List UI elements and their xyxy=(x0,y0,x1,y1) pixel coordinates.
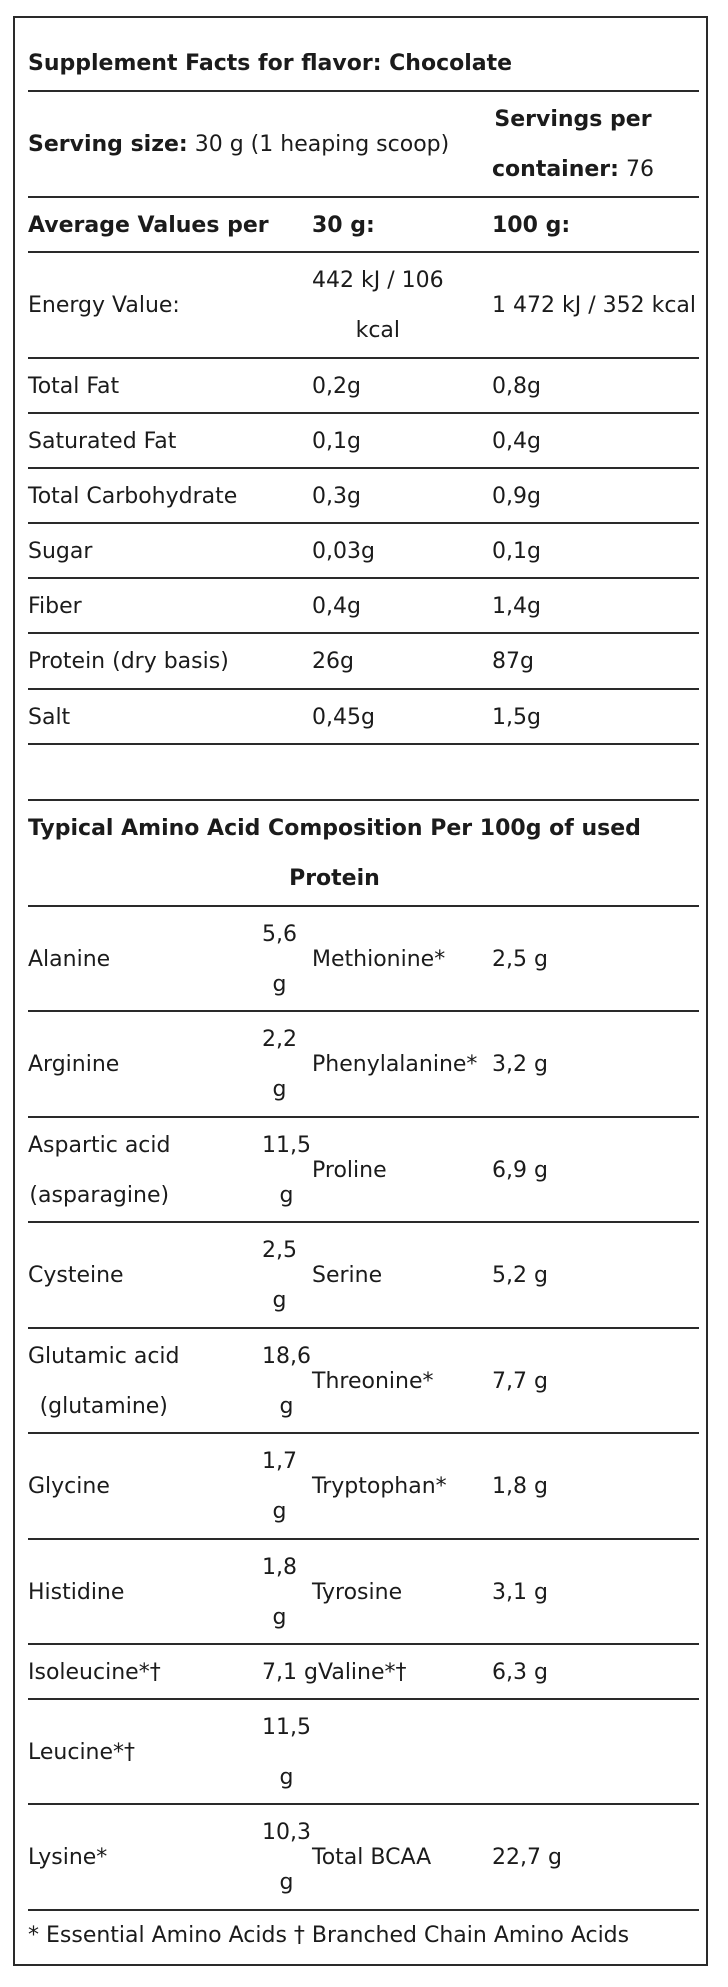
amino-row xyxy=(28,1643,699,1700)
amino-heading-line2: Protein xyxy=(289,866,380,891)
amino-value-line1: 11,5 xyxy=(262,1714,311,1740)
amino-name: Isoleucine*† xyxy=(28,1659,161,1685)
amino-value-line2: g xyxy=(272,971,287,997)
amino-name xyxy=(28,1118,170,1223)
nutrient-label: Protein (dry basis) xyxy=(28,649,229,674)
amino-value xyxy=(262,907,297,1012)
nutrient-30g: 0,45g xyxy=(312,704,375,730)
amino-value-line2: g xyxy=(279,1764,294,1790)
amino-value xyxy=(262,1118,311,1223)
amino-value-2: 3,1 g xyxy=(492,1579,548,1605)
amino-name-line1: Lysine* xyxy=(28,1845,108,1870)
nutrient-label: Sugar xyxy=(28,538,93,564)
amino-name-2: Total BCAA xyxy=(312,1845,432,1870)
amino-name-line1: Alanine xyxy=(28,946,111,972)
header-average-values: Average Values per xyxy=(28,212,269,238)
serving-row xyxy=(28,90,699,198)
nutrition-row xyxy=(28,632,699,690)
amino-value-line2: g xyxy=(272,1077,287,1102)
amino-name-2: Serine xyxy=(312,1263,383,1288)
nutrition-header-row xyxy=(28,196,699,253)
energy-row xyxy=(28,251,699,359)
amino-name-line1: Glycine xyxy=(28,1474,110,1499)
serving-size-label: Serving size: xyxy=(28,132,188,157)
amino-value-2: 6,9 g xyxy=(492,1157,548,1183)
nutrient-100g: 87g xyxy=(492,649,534,674)
amino-value-line1: 2,2 xyxy=(262,1027,297,1052)
nutrient-label: Salt xyxy=(28,704,71,730)
amino-row xyxy=(28,1538,699,1645)
amino-value-line2: g xyxy=(272,1499,287,1524)
amino-value-2: 3,2 g xyxy=(492,1052,548,1077)
amino-name-line2: (glutamine) xyxy=(39,1393,168,1419)
amino-name xyxy=(28,1700,135,1805)
amino-value-line1: 11,5 xyxy=(262,1132,311,1158)
amino-row xyxy=(28,1803,699,1911)
nutrient-100g: 0,1g xyxy=(492,538,541,564)
nutrition-row xyxy=(28,467,699,524)
amino-value-line1: 18,6 xyxy=(262,1343,311,1369)
serving-size xyxy=(28,92,449,198)
servings-per-value: 76 xyxy=(618,157,654,182)
energy-30g xyxy=(312,253,444,359)
amino-value-2: 5,2 g xyxy=(492,1263,548,1288)
nutrient-100g: 0,8g xyxy=(492,373,541,399)
amino-name-line1: Arginine xyxy=(28,1052,120,1077)
nutrient-100g: 1,5g xyxy=(492,704,541,730)
amino-name xyxy=(28,1223,124,1329)
header-100g: 100 g: xyxy=(492,212,571,238)
amino-name xyxy=(28,1012,119,1118)
amino-row xyxy=(28,1432,699,1540)
servings-per-label-line2: container: xyxy=(492,157,619,182)
amino-name xyxy=(28,1434,110,1540)
amino-value-line1: 2,5 xyxy=(262,1238,297,1263)
amino-name-line1: Leucine*† xyxy=(28,1739,136,1765)
amino-name-line2: (asparagine) xyxy=(29,1182,170,1208)
amino-value-2: 2,5 g xyxy=(492,946,548,972)
energy-30g-line2: kcal xyxy=(355,318,401,343)
nutrient-100g: 0,9g xyxy=(492,483,541,509)
nutrient-label: Fiber xyxy=(28,593,82,619)
amino-name-line1: Cysteine xyxy=(28,1263,124,1288)
amino-value-line2: g xyxy=(279,1870,294,1895)
amino-row xyxy=(28,905,699,1012)
amino-name-line1: Histidine xyxy=(28,1579,125,1605)
header-30g: 30 g: xyxy=(312,212,375,238)
amino-value: 7,1 g xyxy=(262,1659,318,1685)
amino-value xyxy=(262,1434,297,1540)
servings-per-label-line1: Servings per xyxy=(494,107,652,132)
nutrition-row xyxy=(28,522,699,579)
nutrient-100g: 0,4g xyxy=(492,428,541,454)
amino-value-line1: 10,3 xyxy=(262,1820,311,1845)
amino-value-line2: g xyxy=(279,1393,294,1419)
nutrient-100g: 1,4g xyxy=(492,593,541,619)
amino-name xyxy=(28,907,110,1012)
amino-heading-row xyxy=(28,799,699,907)
amino-value-line2: g xyxy=(279,1182,294,1208)
nutrient-30g: 0,4g xyxy=(312,593,361,619)
amino-value-2: 22,7 g xyxy=(492,1845,562,1870)
nutrient-30g: 0,03g xyxy=(312,538,375,564)
amino-name-2: Tryptophan* xyxy=(312,1474,447,1499)
amino-row xyxy=(28,1010,699,1118)
amino-value xyxy=(262,1223,297,1329)
amino-name xyxy=(28,1329,180,1434)
amino-value xyxy=(262,1805,311,1911)
amino-name-line1: Glutamic acid xyxy=(28,1343,180,1369)
nutrient-label: Total Carbohydrate xyxy=(28,483,238,509)
amino-name-2: Valine*† xyxy=(318,1659,407,1685)
amino-row xyxy=(28,1221,699,1329)
nutrient-30g: 0,2g xyxy=(312,373,361,399)
amino-value-line2: g xyxy=(272,1288,287,1313)
energy-100g: 1 472 kJ / 352 kcal xyxy=(492,293,697,318)
amino-value-line1: 1,7 xyxy=(262,1449,297,1474)
amino-value xyxy=(262,1012,297,1118)
amino-value-2: 6,3 g xyxy=(492,1659,548,1685)
footnote-row xyxy=(28,1909,699,1961)
amino-value-2: 1,8 g xyxy=(492,1474,548,1499)
nutrient-30g: 0,1g xyxy=(312,428,361,454)
amino-name-2: Phenylalanine* xyxy=(312,1052,478,1077)
nutrition-row xyxy=(28,357,699,414)
amino-value xyxy=(262,1700,311,1805)
amino-value-line1: 5,6 xyxy=(262,921,297,947)
serving-size-value: 30 g (1 heaping scoop) xyxy=(187,132,450,157)
nutrient-label: Saturated Fat xyxy=(28,428,177,454)
energy-label: Energy Value: xyxy=(28,293,180,318)
amino-name xyxy=(28,1540,124,1645)
amino-value xyxy=(262,1329,311,1434)
amino-name-line1: Aspartic acid xyxy=(28,1132,171,1158)
amino-row xyxy=(28,1698,699,1805)
amino-value-2: 7,7 g xyxy=(492,1368,548,1394)
nutrient-label: Total Fat xyxy=(28,373,120,399)
nutrition-row xyxy=(28,412,699,469)
footnote: * Essential Amino Acids † Branched Chain Amino Acids xyxy=(28,1923,630,1948)
amino-heading-line1: Typical Amino Acid Composition Per 100g of used xyxy=(28,816,641,841)
nutrient-30g: 0,3g xyxy=(312,483,361,509)
servings-per-container xyxy=(492,92,654,198)
amino-value-line1: 1,8 xyxy=(262,1554,297,1580)
amino-name xyxy=(28,1805,107,1911)
nutrient-30g: 26g xyxy=(312,649,354,674)
energy-30g-line1: 442 kJ / 106 xyxy=(312,268,444,293)
amino-row xyxy=(28,1116,699,1223)
amino-row xyxy=(28,1327,699,1434)
amino-value xyxy=(262,1540,297,1645)
amino-heading xyxy=(28,801,641,907)
amino-name-2: Proline xyxy=(312,1157,387,1183)
amino-value-line2: g xyxy=(272,1604,287,1630)
nutrition-row xyxy=(28,688,699,745)
amino-name-2: Threonine* xyxy=(312,1368,434,1394)
supplement-facts-title: Supplement Facts for flavor: Chocolate xyxy=(28,51,513,76)
spacer-row xyxy=(28,743,699,801)
amino-name-2: Tyrosine xyxy=(312,1579,403,1605)
amino-name-2: Methionine* xyxy=(312,946,446,972)
nutrition-row xyxy=(28,577,699,634)
title-row xyxy=(28,38,699,90)
